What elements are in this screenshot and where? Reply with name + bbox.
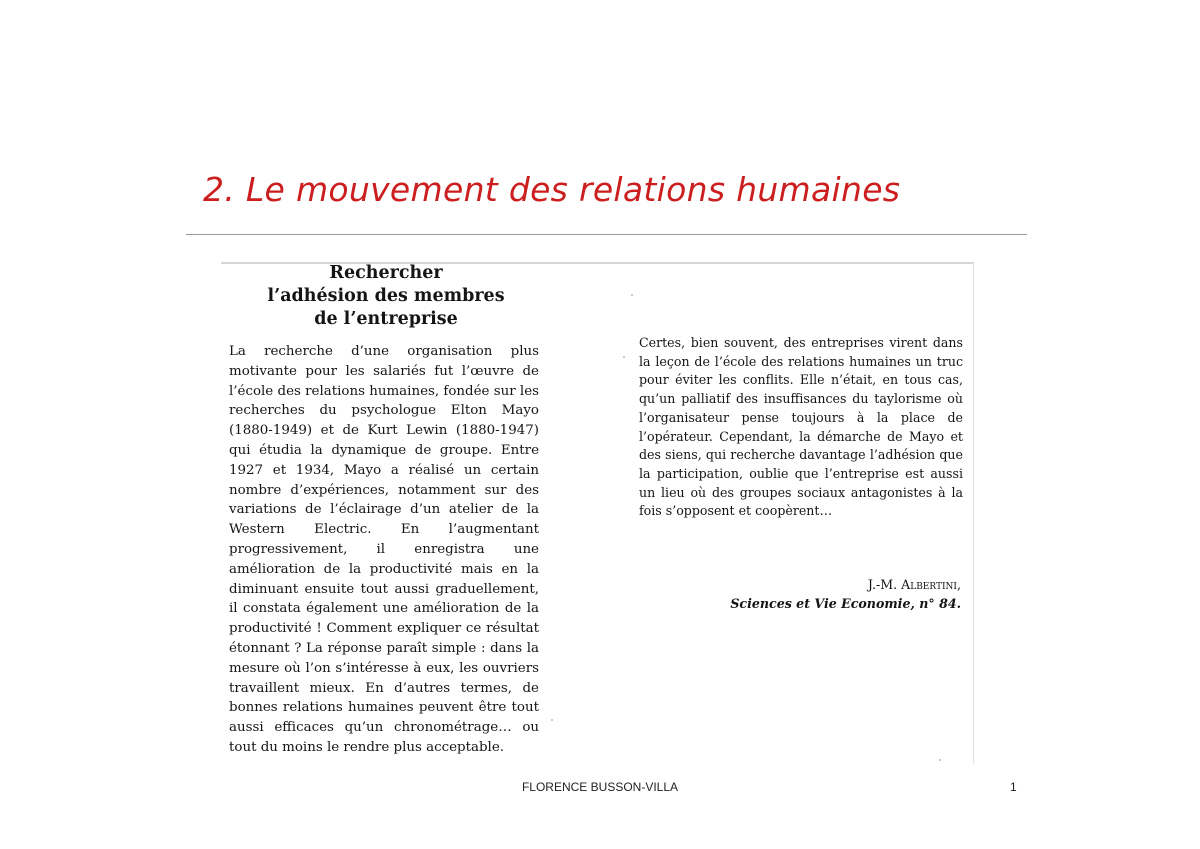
article-heading xyxy=(221,262,551,331)
article-heading-line: l’adhésion des membres xyxy=(267,286,505,306)
signature-author xyxy=(721,576,961,595)
scan-speck xyxy=(551,719,553,721)
article-heading-line: Rechercher xyxy=(329,263,443,283)
article-heading-line: de l’entreprise xyxy=(314,309,458,329)
article-left-column: La recherche d’une organisation plus motivante pour les salariés fut l’œuvre de l’école des relations humaines, fondée sur les recherches du psychologue Elton Mayo (1880-1949) et de Kurt Lewin (1880-1947) qui étudia la dynamique de groupe. Entre 1927 et 1934, Mayo a réalisé un certain nombre d’expériences, notamment sur des variations de l’éclairage d’un atelier de la Western Electric. En l’augmentant progressivement, il enregistra une amélioration de la productivité mais en la diminuant ensuite tout aussi graduellement, il constata également une amélioration de la productivité ! Comment expliquer ce résultat étonnant ? La réponse paraît simple : dans la mesure où l’on s’intéresse à eux, les ouvriers travaillent mieux. En d’autres termes, de bonnes relations humaines peuvent être tout aussi efficaces qu’un chronométrage… ou tout du moins le rendre plus acceptable. xyxy=(229,344,539,755)
signature-author-text: J.-M. Albertini, xyxy=(867,577,961,592)
signature-source: Sciences et Vie Economie, n° 84. xyxy=(730,595,961,611)
page-number: 1 xyxy=(1010,780,1017,794)
article-signature xyxy=(721,576,961,613)
scan-speck xyxy=(939,759,941,761)
footer-author: FLORENCE BUSSON-VILLA xyxy=(521,780,679,794)
scanned-article xyxy=(221,262,974,764)
scan-speck xyxy=(623,356,625,358)
title-divider xyxy=(186,234,1027,235)
article-right-column: Certes, bien souvent, des entreprises virent dans la leçon de l’école des relations humaines un truc pour éviter les conflits. Elle n’était, en tous cas, qu’un palliatif des insuffisances du taylorisme où l’organisateur pense toujours à la place de l’opérateur. Cependant, la démarche de Mayo et des siens, qui recherche davantage l’adhésion que la participation, oublie que l’entreprise est aussi un lieu où des groupes sociaux antagonistes à la fois s’opposent et coopèrent… xyxy=(639,335,963,519)
scan-speck xyxy=(631,294,633,296)
slide-title: 2. Le mouvement des relations humaines xyxy=(203,170,901,209)
